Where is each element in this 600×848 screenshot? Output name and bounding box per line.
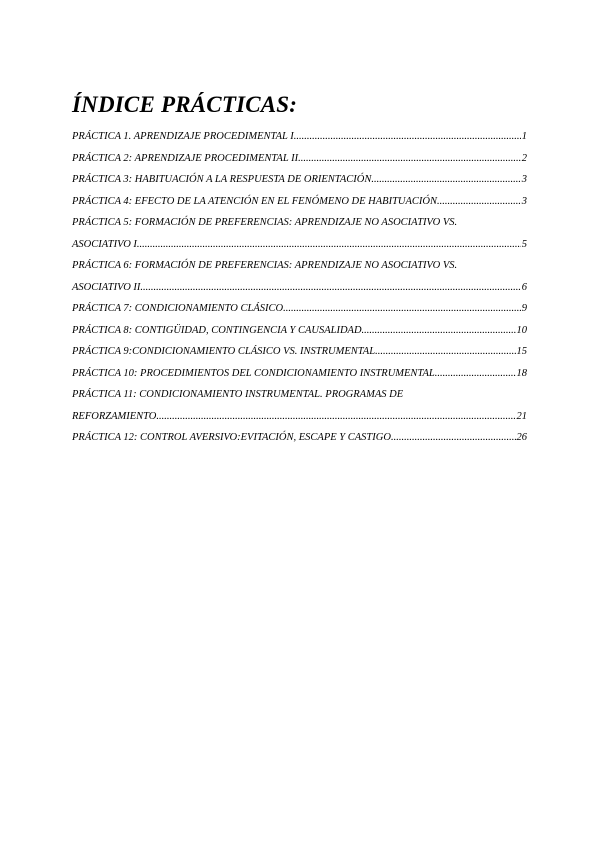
toc-entry[interactable] [72, 126, 527, 148]
toc-entry-text: PRÁCTICA 11: CONDICIONAMIENTO INSTRUMENTAL. PROGRAMAS DE [72, 389, 404, 400]
toc-entry-text: ASOCIATIVO II [72, 281, 141, 293]
toc-entry-line [72, 384, 527, 406]
toc-entry[interactable] [72, 169, 527, 191]
toc-entry-text: PRÁCTICA 10: PROCEDIMIENTOS DEL CONDICIONAMIENTO INSTRUMENTAL [72, 367, 435, 379]
toc-page-number: 1 [521, 131, 527, 142]
toc-entry[interactable] [72, 255, 527, 298]
toc-entry-text: PRÁCTICA 6: FORMACIÓN DE PREFERENCIAS: APRENDIZAJE NO ASOCIATIVO VS. [72, 260, 458, 271]
toc-entry[interactable] [72, 148, 527, 170]
toc-entry-line [72, 320, 527, 342]
toc-entry-line [72, 126, 527, 148]
toc-page-number: 3 [521, 195, 527, 207]
toc-entry-line [72, 341, 527, 363]
toc-page-number: 3 [521, 174, 527, 185]
toc-dot-leader [298, 148, 521, 170]
toc-entry-line [72, 169, 527, 191]
toc-dot-leader [437, 191, 521, 213]
toc-entry-line [72, 427, 527, 449]
toc-page-number: 18 [516, 367, 527, 379]
toc-dot-leader [140, 277, 520, 299]
toc-dot-leader [137, 234, 521, 256]
toc-page-number: 5 [521, 238, 527, 250]
toc-entry-text: PRÁCTICA 2: APRENDIZAJE PROCEDIMENTAL II [72, 152, 299, 164]
toc-entry-text: PRÁCTICA 4: EFECTO DE LA ATENCIÓN EN EL FENÓMENO DE HABITUACIÓN [72, 195, 437, 207]
toc-dot-leader [371, 169, 520, 191]
toc-page-number: 2 [521, 152, 527, 164]
toc-page-number: 6 [521, 281, 527, 293]
toc-entry-text: PRÁCTICA 12: CONTROL AVERSIVO:EVITACIÓN, ESCAPE Y CASTIGO [72, 432, 391, 443]
toc-dot-leader [391, 427, 516, 449]
toc-dot-leader [375, 341, 515, 363]
toc-entry[interactable] [72, 191, 527, 213]
toc-entry[interactable] [72, 298, 527, 320]
toc-entry-line [72, 255, 527, 277]
index-title: ÍNDICE PRÁCTICAS: [72, 92, 298, 117]
toc-entry-line [72, 191, 527, 213]
document-page [72, 90, 527, 449]
toc-entry-text: PRÁCTICA 3: HABITUACIÓN A LA RESPUESTA DE ORIENTACIÓN [72, 174, 372, 185]
toc-entry[interactable] [72, 363, 527, 385]
toc-entry-line [72, 406, 527, 428]
toc-dot-leader [283, 298, 521, 320]
toc-page-number: 26 [516, 432, 527, 443]
toc-entry-line [72, 148, 527, 170]
toc-entry-line [72, 212, 527, 234]
toc-entry[interactable] [72, 427, 527, 449]
toc-entry-text: PRÁCTICA 8: CONTIGÜIDAD, CONTINGENCIA Y CAUSALIDAD [72, 324, 362, 336]
toc-page-number: 21 [516, 410, 527, 422]
table-of-contents [72, 126, 527, 449]
toc-dot-leader [362, 320, 516, 342]
toc-entry[interactable] [72, 320, 527, 342]
toc-entry-text: PRÁCTICA 7: CONDICIONAMIENTO CLÁSICO [72, 303, 284, 314]
toc-page-number: 10 [516, 324, 527, 336]
toc-entry-text: REFORZAMIENTO [72, 410, 157, 422]
toc-entry-line [72, 363, 527, 385]
toc-entry[interactable] [72, 384, 527, 427]
toc-dot-leader [156, 406, 515, 428]
toc-page-number: 15 [516, 346, 527, 357]
toc-entry-line [72, 277, 527, 299]
toc-dot-leader [294, 126, 521, 148]
toc-page-number: 9 [521, 303, 527, 314]
toc-entry[interactable] [72, 341, 527, 363]
toc-entry[interactable] [72, 212, 527, 255]
toc-entry-text: PRÁCTICA 5: FORMACIÓN DE PREFERENCIAS: APRENDIZAJE NO ASOCIATIVO VS. [72, 217, 458, 228]
toc-entry-line [72, 234, 527, 256]
toc-entry-text: PRÁCTICA 9:CONDICIONAMIENTO CLÁSICO VS. INSTRUMENTAL [72, 346, 376, 357]
toc-entry-text: PRÁCTICA 1. APRENDIZAJE PROCEDIMENTAL I [72, 131, 294, 142]
toc-entry-line [72, 298, 527, 320]
toc-dot-leader [435, 363, 516, 385]
toc-entry-text: ASOCIATIVO I [72, 238, 137, 250]
